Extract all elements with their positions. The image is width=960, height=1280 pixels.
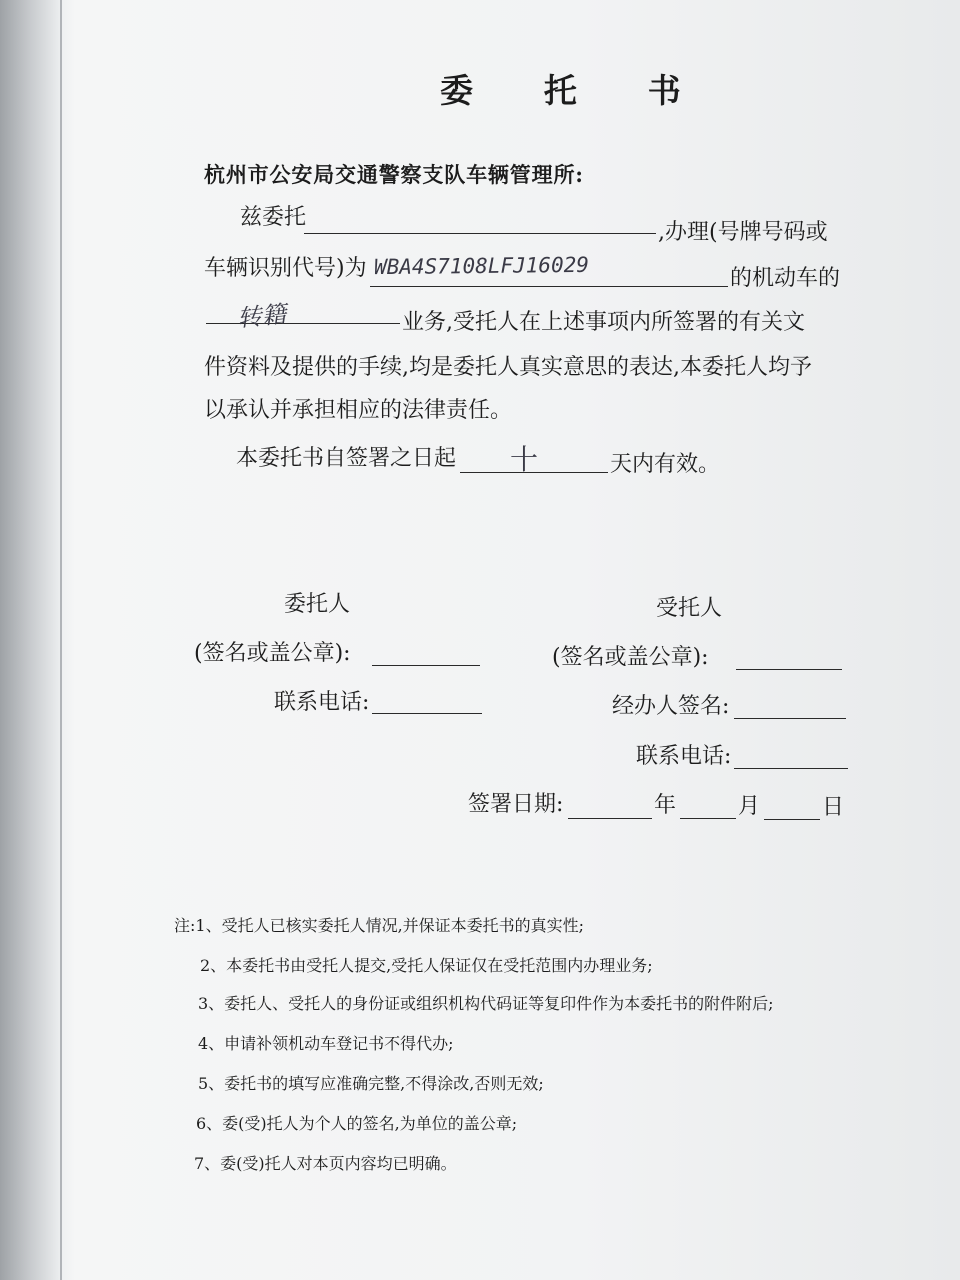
note-1: 注:1、受托人已核实委托人情况,并保证本委托书的真实性; xyxy=(174,916,585,935)
para1-l5: 以承认并承担相应的法律责任。 xyxy=(204,398,513,423)
principal-sign-label: (签名或盖公章): xyxy=(194,641,351,666)
day-label: 日 xyxy=(822,795,845,820)
validity-suffix: 天内有效。 xyxy=(610,452,721,477)
validity-prefix: 本委托书自签署之日起 xyxy=(236,446,457,471)
agent-phone-blank[interactable] xyxy=(734,768,848,769)
para1-l1-prefix: 兹委托 xyxy=(240,205,307,230)
vin-blank xyxy=(370,286,728,287)
principal-name-blank xyxy=(304,233,656,234)
note-2: 2、本委托书由受托人提交,受托人保证仅在受托范围内办理业务; xyxy=(200,956,653,975)
vin-handwritten: WBA4S7108LFJ16029 xyxy=(373,252,590,280)
business-blank xyxy=(206,323,400,324)
note-3: 3、委托人、受托人的身份证或组织机构代码证等复印件作为本委托书的附件附后; xyxy=(198,994,774,1013)
principal-phone-blank[interactable] xyxy=(372,713,482,714)
agent-sign-blank[interactable] xyxy=(736,669,842,670)
para1-l3-suffix: 业务,受托人在上述事项内所签署的有关文 xyxy=(402,310,805,335)
year-label: 年 xyxy=(654,793,677,818)
principal-heading: 委托人 xyxy=(284,592,351,617)
handler-sign-blank[interactable] xyxy=(734,718,846,719)
note-6: 6、委(受)托人为个人的签名,为单位的盖公章; xyxy=(196,1114,518,1133)
paper-edge xyxy=(60,0,62,1280)
para1-l2-suffix: 的机动车的 xyxy=(730,266,841,291)
days-handwritten: 十 xyxy=(510,443,539,476)
note-4: 4、申请补领机动车登记书不得代办; xyxy=(198,1034,454,1053)
principal-sign-blank[interactable] xyxy=(372,665,480,666)
document-title: 委 托 书 xyxy=(440,71,711,110)
para1-l1-suffix: ,办理(号牌号码或 xyxy=(658,220,828,245)
business-handwritten: 转籍 xyxy=(237,299,291,333)
agent-heading: 受托人 xyxy=(656,596,723,621)
day-blank[interactable] xyxy=(764,819,820,820)
note-5: 5、委托书的填写应准确完整,不得涂改,否则无效; xyxy=(198,1074,544,1093)
principal-phone-label: 联系电话: xyxy=(274,690,370,715)
month-blank[interactable] xyxy=(680,818,736,819)
addressee: 杭州市公安局交通警察支队车辆管理所: xyxy=(204,162,584,187)
month-label: 月 xyxy=(738,794,761,819)
date-label: 签署日期: xyxy=(468,792,564,817)
para1-l4: 件资料及提供的手续,均是委托人真实意思的表达,本委托人均予 xyxy=(204,355,812,380)
note-7: 7、委(受)托人对本页内容均已明确。 xyxy=(194,1154,457,1173)
agent-phone-label: 联系电话: xyxy=(636,744,732,769)
agent-sign-label: (签名或盖公章): xyxy=(552,645,709,670)
year-blank[interactable] xyxy=(568,818,652,819)
handler-sign-label: 经办人签名: xyxy=(612,694,730,719)
para1-l2-prefix: 车辆识别代号)为 xyxy=(204,256,367,281)
